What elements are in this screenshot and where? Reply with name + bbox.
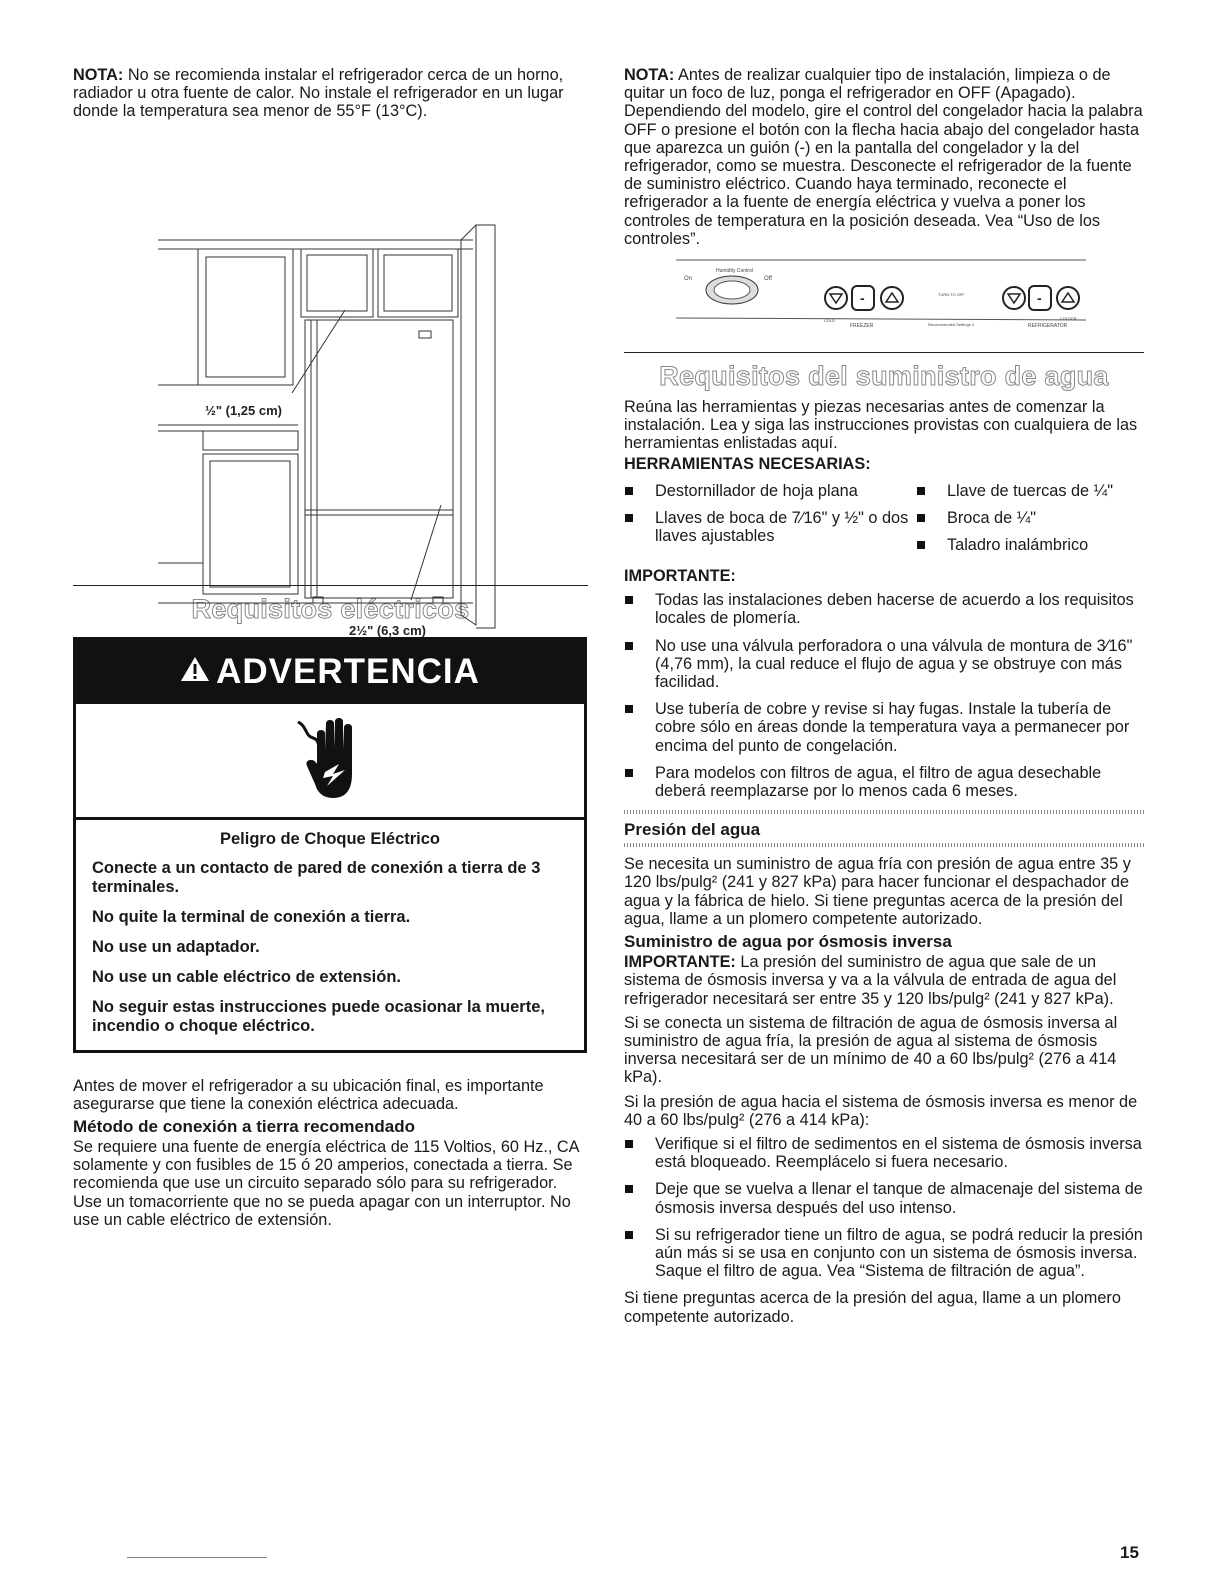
pre-move-text: Antes de mover el refrigerador a su ubicación final, es importante asegurarse que tiene la conexión eléctrica adecuada. xyxy=(73,1076,544,1113)
ro-label: IMPORTANTE: xyxy=(624,953,736,972)
hazard-title: Peligro de Choque Eléctrico xyxy=(219,829,441,848)
note-text: No se recomienda instalar el refrigerador cerca de un horno, radiador u otra fuente de calor. No instale el refrigerador en un lugar donde la temperatura sea menor de 55°F (13°C). xyxy=(73,66,564,121)
warning-title: ADVERTENCIA xyxy=(216,651,480,691)
clearance-bottom-label: 2½" (6,3 cm) xyxy=(349,622,426,638)
off-label: Off xyxy=(764,276,772,283)
humidity-label: Humidity Control xyxy=(716,268,753,275)
left-column xyxy=(73,66,588,1229)
water-supply-title: Requisitos del suministro de agua xyxy=(659,361,1109,392)
freezer-label: FREEZER xyxy=(850,323,874,330)
page-number: 15 xyxy=(1120,1543,1139,1562)
list-item: Si su refrigerador tiene un filtro de agua, se podrá reducir la presión aún más si se usa en conjunto con un sistema de ósmosis inversa. Saque el filtro de agua. Vea “Sistema de filtración de agua”. xyxy=(624,1226,1144,1281)
warning-line: No quite la terminal de conexión a tierra. xyxy=(92,907,411,926)
list-item: Verifique si el filtro de sedimentos en el sistema de ósmosis inversa está bloqueado. Reemplácelo si fuera necesario. xyxy=(624,1135,1144,1171)
warning-triangle-icon xyxy=(180,652,210,692)
important-list xyxy=(624,591,1144,800)
list-item: Para modelos con filtros de agua, el filtro de agua desechable deberá reemplazarse por lo menos cada 6 meses. xyxy=(624,764,1144,800)
closing-text: Si tiene preguntas acerca de la presión del agua, llame a un plomero competente autorizado. xyxy=(624,1289,1121,1326)
pressure-heading: Presión del agua xyxy=(624,820,761,840)
list-item: Broca de ¼" xyxy=(916,509,1144,527)
electrical-requirements-title: Requisitos eléctricos xyxy=(191,593,470,624)
list-item: Todas las instalaciones deben hacerse de acuerdo a los requisitos locales de plomería. xyxy=(624,591,1144,627)
list-item: Use tubería de cobre y revise si hay fugas. Instale la tubería de cobre sólo en áreas donde la temperatura vaya a permanecer por encima del punto de congelación. xyxy=(624,700,1144,755)
warning-header xyxy=(76,640,584,704)
pressure-text: Se necesita un suministro de agua fría con presión de agua entre 35 y 120 lbs/pulg² (241 y 827 kPa) para hacer funcionar el despachador de agua y la fábrica de hielo. Si tiene preguntas acerca de la presión del agua, llame a un plomero competente autorizado. xyxy=(624,855,1131,928)
list-item: Deje que se vuelva a llenar el tanque de almacenaje del sistema de ósmosis inversa después del uso intenso. xyxy=(624,1180,1144,1216)
list-item: Llave de tuercas de ¼" xyxy=(916,482,1144,500)
ro-paragraph-2: Si se conecta un sistema de filtración de agua de ósmosis inversa al suministro de agua fría, la presión de agua al sistema de ósmosis inversa necesitará ser de un mínimo de 40 a 60 lbs/pulg² (276 a 414 kPa). xyxy=(624,1013,1118,1087)
electric-shock-hand-icon xyxy=(295,716,365,804)
footer-line xyxy=(127,1557,267,1558)
important-heading: IMPORTANTE: xyxy=(624,567,736,586)
note-text: Antes de realizar cualquier tipo de instalación, limpieza o de quitar un foco de luz, ponga el refrigerador en OFF (Apagado). Dependiendo del modelo, gire el control del congelador hacia la palabra OFF o presione el botón con la flecha hacia abajo del congelador hasta que aparezca un guión (-) en la pantalla del congelador y la del refrigerador, como se muestra. Desconecte el refrigerador de la fuente de suministro eléctrico. Cuando haya terminado, reconecte el refrigerador a la fuente de energía eléctrica y vuelva a poner los controles de temperatura en la posición deseada. Vea “Uso de los controles”. xyxy=(624,66,1143,248)
note-label: NOTA: xyxy=(624,66,675,84)
warning-line: Conecte a un contacto de pared de conexión a tierra de 3 terminales. xyxy=(92,858,541,896)
clearance-top-label: ½" (1,25 cm) xyxy=(205,402,282,418)
list-item: Llaves de boca de 7⁄16" y ½" o dos llaves ajustables xyxy=(624,509,916,545)
warning-line: No use un cable eléctrico de extensión. xyxy=(92,967,402,986)
control-panel-figure xyxy=(624,256,1144,346)
tools-heading: HERRAMIENTAS NECESARIAS: xyxy=(624,454,871,473)
ro-heading: Suministro de agua por ósmosis inversa xyxy=(624,932,952,952)
warning-box xyxy=(73,637,587,1053)
list-item: Taladro inalámbrico xyxy=(916,536,1144,554)
colder-label: COLDER xyxy=(1060,316,1077,322)
warning-line: No use un adaptador. xyxy=(92,937,260,956)
on-label: On xyxy=(684,276,693,283)
warning-body xyxy=(76,820,584,1050)
list-item: No use una válvula perforadora o una válvula de montura de 3⁄16" (4,76 mm), la cual reduce el flujo de agua y se obstruye con más facilidad. xyxy=(624,637,1144,692)
note-label: NOTA: xyxy=(73,66,124,84)
freezer-display: - xyxy=(860,290,865,307)
intro-text: Reúna las herramientas y piezas necesarias antes de comenzar la instalación. Lea y siga las instrucciones provistas con cualquiera de las herramientas enlistadas aquí. xyxy=(624,398,1138,453)
right-note xyxy=(624,66,1144,248)
right-column xyxy=(624,66,1144,1326)
divider xyxy=(624,843,1144,847)
ro-paragraph-1 xyxy=(624,953,1144,1008)
left-note xyxy=(73,66,588,121)
tools-list xyxy=(624,482,1144,564)
warning-line: No seguir estas instrucciones puede ocasionar la muerte, incendio o choque eléctrico. xyxy=(92,997,545,1035)
refrigerator-label: REFRIGERATOR xyxy=(1028,323,1068,330)
ro-text: La presión del suministro de agua que sale de un sistema de ósmosis inversa y va a la válvula de entrada de agua del refrigerador necesitará ser entre 35 y 120 lbs/pulg² (241 y 827 kPa). xyxy=(624,953,1117,1008)
cold-label: COLD xyxy=(824,318,836,324)
ro-list xyxy=(624,1135,1144,1280)
grounding-text: Se requiere una fuente de energía eléctrica de 115 Voltios, 60 Hz., CA solamente y con fusibles de 15 ó 20 amperios, conectada a tierra. Se recomienda que use un circuito separado sólo para su refrigerador. Use un tomacorriente que no se pueda apagar con un interruptor. No use un cable eléctrico de extensión. xyxy=(73,1138,579,1229)
warning-icon-area xyxy=(76,704,584,820)
refrigerator-display: - xyxy=(1037,290,1042,307)
grounding-heading: Método de conexión a tierra recomendado xyxy=(73,1117,415,1137)
list-item: Destornillador de hoja plana xyxy=(624,482,916,500)
divider xyxy=(624,810,1144,814)
ro-paragraph-3: Si la presión de agua hacia el sistema de ósmosis inversa es menor de 40 a 60 lbs/pulg² (276 a 414 kPa): xyxy=(624,1092,1138,1129)
panel-middle-top: TURN TO OFF xyxy=(938,292,965,298)
panel-middle-bottom: Recommended Settings 4 xyxy=(928,322,975,328)
control-panel-illustration xyxy=(624,256,1144,346)
